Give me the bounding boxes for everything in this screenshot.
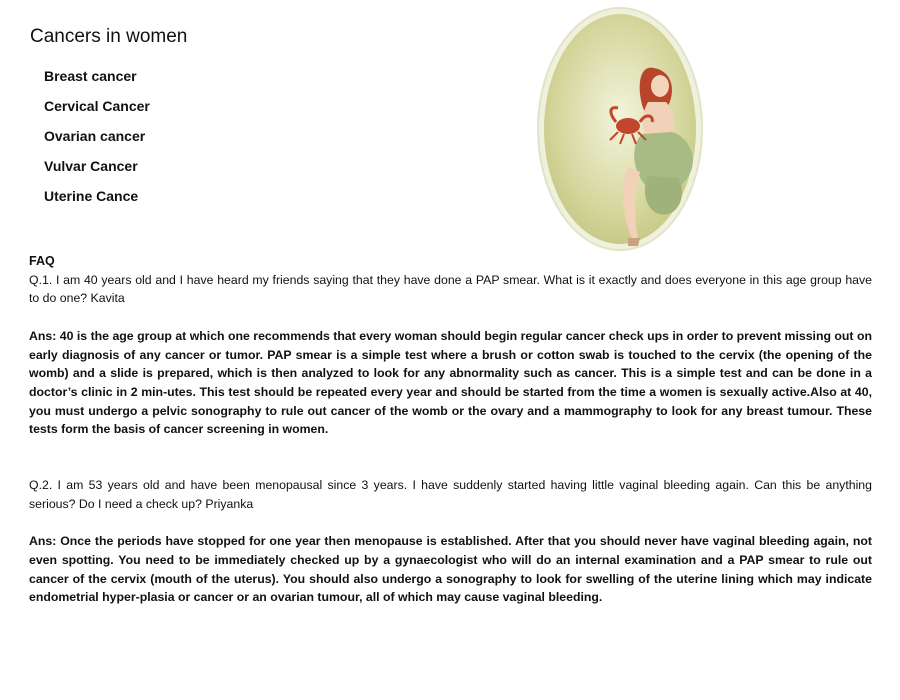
cancer-link-vulvar[interactable] — [44, 156, 150, 186]
foot-shape — [628, 238, 640, 246]
cancer-link-list — [44, 66, 150, 216]
cancer-link-vulvar-text[interactable]: Vulvar Cancer — [44, 158, 138, 174]
faq-heading: FAQ — [29, 254, 55, 268]
cancer-link-uterine-text[interactable]: Uterine Cance — [44, 188, 139, 204]
crab-icon — [616, 118, 640, 134]
illustration-svg — [536, 6, 704, 252]
page-title: Cancers in women — [30, 26, 188, 47]
faq-answer-1: Ans: 40 is the age group at which one recommends that every woman should begin regular cancer check ups in order to prevent missing out on early diagnosis of any cancer or tumor. PAP smear is a simple test where a brush or cotton swab is touched to the cervix (the opening of the womb) and a slide is prepared, which is then analyzed to look for any abnormality such as cancer. This is a simple test and can be done in a doctor’s clinic in 2 min-utes. This test should be repeated every year and should be started from the time a women is sexually active.Also at 40, you must undergo a pelvic sonography to rule out cancer of the womb or the ovary and a mammography to look for any breast tumour. These tests form the basis of cancer screening in women. — [29, 328, 872, 437]
cancer-link-uterine[interactable] — [44, 186, 150, 216]
cancer-link-ovarian-text[interactable]: Ovarian cancer — [44, 128, 146, 144]
cancer-link-cervical[interactable] — [44, 96, 150, 126]
faq-answer-2: Ans: Once the periods have stopped for one year then menopause is established. After that you should never have vaginal bleeding again, not even spotting. You need to be immediately checked up by a gynaecologist who will do an internal examination and a PAP smear to rule out cancer of the cervix (mouth of the uterus). You should also undergo a sonography to look for swelling of the uterine lining which may indicate endometrial hyper-plasia or cancer or an ovarian tumour, all of which may cause vaginal bleeding. — [29, 534, 872, 605]
cancer-zodiac-woman-illustration — [536, 6, 704, 252]
faq-spacer — [29, 439, 872, 476]
face-shape — [651, 75, 669, 97]
cancer-link-ovarian[interactable] — [44, 126, 150, 156]
faq-question-2: Q.2. I am 53 years old and have been menopausal since 3 years. I have suddenly started having little vaginal bleeding again. Can this be anything serious? Do I need a check up? Priyanka — [29, 478, 872, 511]
cancer-link-breast-text[interactable]: Breast cancer — [44, 68, 137, 84]
cancer-link-breast[interactable] — [44, 66, 150, 96]
faq-question-1: Q.1. I am 40 years old and I have heard my friends saying that they have done a PAP smear. What is it exactly and does everyone in this age group have to do one? Kavita — [29, 272, 872, 306]
cancer-link-cervical-text[interactable]: Cervical Cancer — [44, 98, 150, 114]
faq-section — [29, 252, 872, 607]
